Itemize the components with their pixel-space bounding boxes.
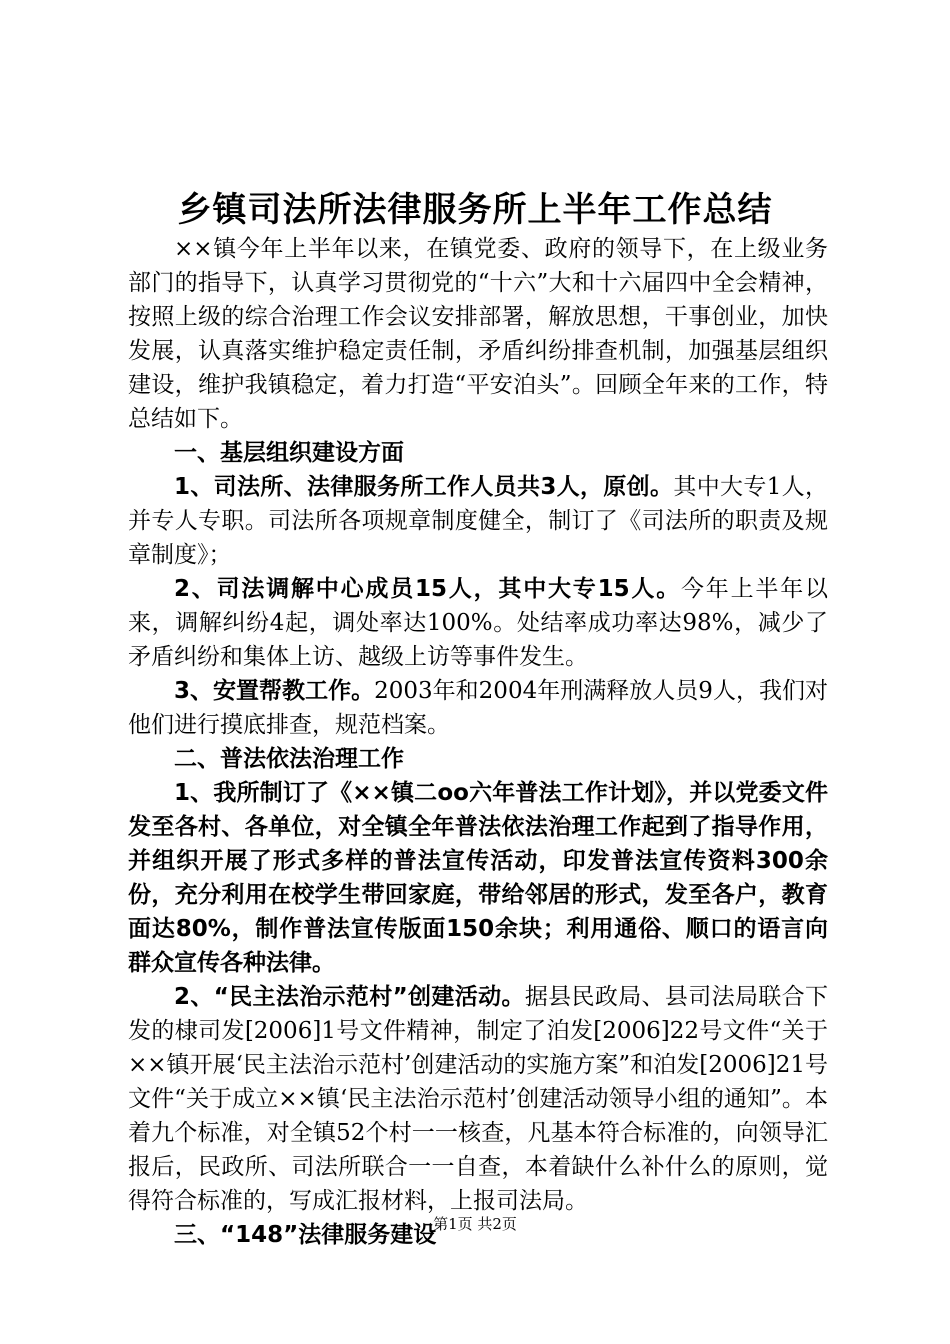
section1-item-3 [128,674,828,742]
section-heading-3: 三、“148”法律服务建设 [174,1222,437,1248]
page-footer: 第1页 共2页 [433,1215,517,1233]
section1-item-2 [128,572,828,674]
document-body [128,232,828,1252]
section1-item-3-text: 2003年和2004年刑满释放人员9人，我们对他们进行摸底排查，规范档案。 [128,678,828,738]
section1-item-1 [128,470,828,572]
section2-item-1: 1、我所制订了《××镇二oo六年普法工作计划》，并以党委文件发至各村、各单位，对全镇全年普法依法治理工作起到了指导作用，并组织开展了形式多样的普法宣传活动，印发普法宣传资料300余份，充分利用在校学生带回家庭，带给邻居的形式，发至各户，教育面达80%，制作普法宣传版面150余块；利用通俗、顺口的语言向群众宣传各种法律。 [128,780,828,976]
section2-item-2-text: 据县民政局、县司法局联合下发的棣司发[2006]1号文件精神，制定了泊发[2006]22号文件“关于××镇开展‘民主法治示范村’创建活动的实施方案”和泊发[2006]21号文件“关于成立××镇‘民主法治示范村’创建活动领导小组的通知”。本着九个标准，对全镇52个村一一核查，凡基本符合标准的，向领导汇报后，民政所、司法所联合一一自查，本着缺什么补什么的原则，觉得符合标准的，写成汇报材料，上报司法局。 [128,984,828,1214]
intro-paragraph: ××镇今年上半年以来，在镇党委、政府的领导下，在上级业务部门的指导下，认真学习贯彻党的“十六”大和十六届四中全会精神，按照上级的综合治理工作会议安排部署，解放思想，干事创业，加快发展，认真落实维护稳定责任制，矛盾纠纷排查机制，加强基层组织建设，维护我镇稳定，着力打造“平安泊头”。回顾全年来的工作，特总结如下。 [128,236,828,432]
section1-item-1-text: 其中大专1人，并专人专职。司法所各项规章制度健全，制订了《司法所的职责及规章制度》； [128,474,828,568]
section2-item-2-lead: 2、“民主法治示范村”创建活动。 [174,984,525,1010]
section-heading-2: 二、普法依法治理工作 [174,746,404,772]
section1-item-2-text: 今年上半年以来，调解纠纷4起，调处率达100%。处结率成功率达98%，减少了矛盾纠纷和集体上访、越级上访等事件发生。 [128,576,828,670]
section1-item-1-lead: 1、司法所、法律服务所工作人员共3人，原创。 [174,474,674,500]
document-title: 乡镇司法所法律服务所上半年工作总结 [177,190,773,230]
section1-item-3-lead: 3、安置帮教工作。 [174,678,375,704]
section2-item-2 [128,980,828,1218]
section1-item-2-lead: 2、司法调解中心成员15人，其中大专15人。 [174,576,681,602]
section-heading-1: 一、基层组织建设方面 [174,440,404,466]
